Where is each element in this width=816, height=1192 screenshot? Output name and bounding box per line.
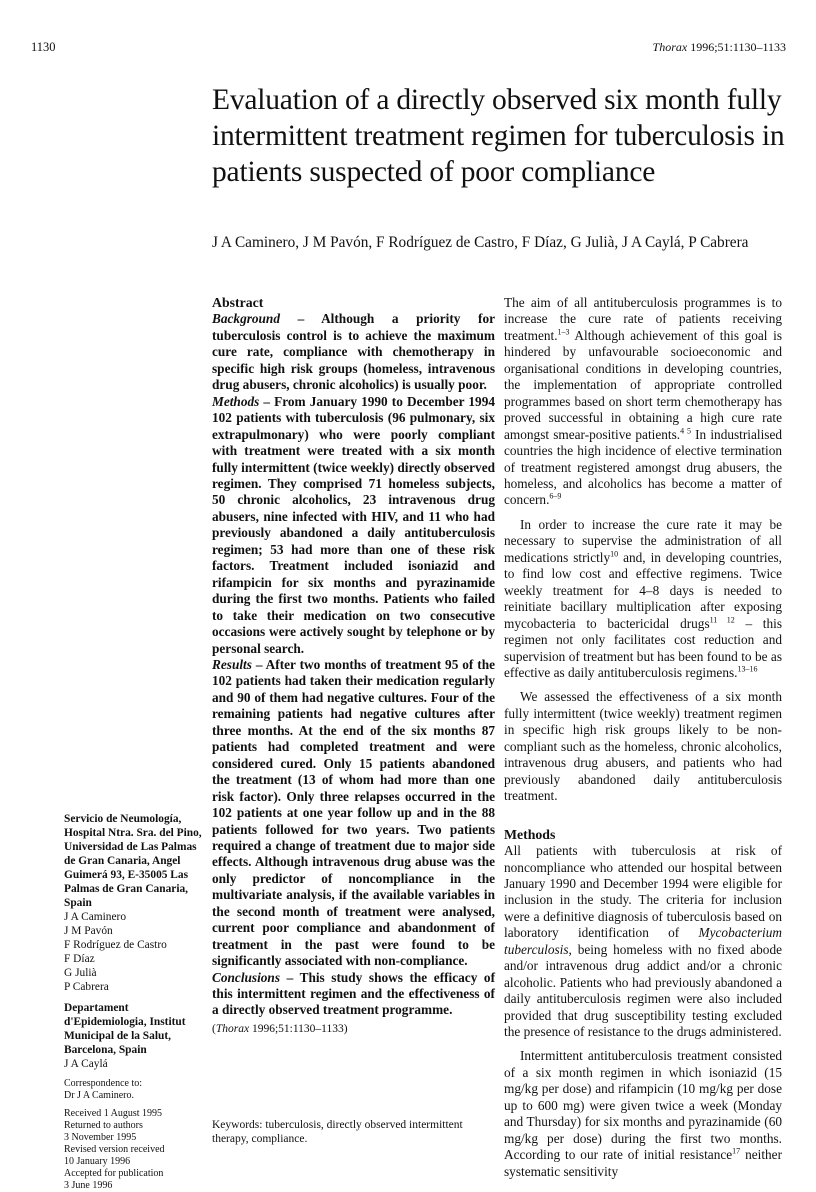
affiliation-2: Departament d'Epidemiologia, Institut Municipal de la Salut, Barcelona, Spain — [64, 1002, 186, 1056]
reference-superscript: 10 — [610, 549, 619, 559]
text-run: and, in developing countries, to find low cost and effective regimens. Twice weekly treatment for 4–8 days is needed to reinitiate bacillary multiplication after exposing mycobacteria to bactericidal drugs — [504, 549, 782, 631]
submission-dates — [64, 1108, 206, 1192]
reference-superscript: 17 — [732, 1146, 741, 1156]
page-number: 1130 — [31, 40, 56, 54]
reference-superscript: 13–16 — [737, 664, 758, 674]
methods-text: – From January 1990 to December 1994 102 patients with tuberculosis (96 pulmonary, six extrapulmonary) who were poorly compliant with treatment were treated with a six month fully intermittent (twice weekly) directly observed regimen. They comprised 71 homeless subjects, 50 chronic alcoholics, 23 intravenous drug abusers, nine infected with HIV, and 11 who had previously abandoned a daily antituberculosis regimen; 53 had more than one of these risk factors. Treatment included isoniazid and rifampicin for six months and pyrazinamide during the first two months. Patients who failed to take their medication on two consecutive occasions were actively sought by telephone or by personal search. — [212, 393, 495, 656]
affiliation-1-author: J A Caminero — [64, 911, 127, 923]
reference-superscript: 11 12 — [709, 615, 735, 625]
text-run: , being homeless with no fixed abode and/or intravenous drug addict and/or a chronic alcoholic. Patients who had previously abandoned a daily antituberculosis regimen were also included provided that drug susceptibility testing excluded the presence of resistance to the drugs administered. — [504, 941, 782, 1040]
affiliation-1-author: J M Pavón — [64, 925, 113, 937]
intro-paragraph-2 — [504, 517, 782, 682]
journal-volume-pages: 1996;51:1130–1133 — [690, 40, 786, 54]
affiliation-1-author: F Rodríguez de Castro — [64, 939, 167, 951]
date-line: Received 1 August 1995 — [64, 1108, 163, 1119]
results-label: Results — [212, 656, 252, 672]
reference-superscript: 4 5 — [680, 426, 691, 436]
date-line: Revised version received — [64, 1144, 165, 1155]
methods-paragraph-1 — [504, 843, 782, 1040]
correspondence-line: Correspondence to: — [64, 1078, 143, 1089]
text-run: The aim of all antituberculosis programmes is to increase the cure rate of patients receiving treatment. — [504, 295, 782, 343]
abstract-conclusions — [212, 970, 495, 1019]
date-line: Returned to authors — [64, 1120, 143, 1131]
conclusions-label: Conclusions — [212, 969, 280, 985]
article-title: Evaluation of a directly observed six month fully intermittent treatment regimen for tuberculosis in patients suspected of poor compliance — [212, 84, 785, 188]
intro-paragraph-3: We assessed the effectiveness of a six month fully intermittent (twice weekly) treatment regimen in specific high risk groups likely to be non-compliant such as the homeless, chronic alcoholics, intravenous drug abusers, and patients who had previously abandoned daily antituberculosis treatment. — [504, 689, 782, 804]
date-line: 3 November 1995 — [64, 1132, 137, 1143]
abstract-methods — [212, 394, 495, 657]
background-text: – Although a priority for tuberculosis control is to achieve the maximum cure rate, compliance with chemotherapy in specific high risk groups (homeless, intravenous drug abusers, chronic alcoholics) is usually poor. — [212, 311, 495, 393]
correspondence-line: Dr J A Caminero. — [64, 1090, 134, 1101]
methods-paragraph-2 — [504, 1048, 782, 1180]
text-run: All patients with tuberculosis at risk of noncompliance who attended our hospital between January 1990 and December 1994 were eligible for inclusion in the study. The criteria for inclusion were a definitive diagnosis of tuberculosis based on laboratory identification of — [504, 843, 782, 941]
text-run: – this regimen not only facilitates cost reduction and supervision of treatment but has been found to be as effective as daily antituberculosis regimens. — [504, 615, 783, 680]
reference-superscript: 1–3 — [557, 327, 570, 337]
keywords: Keywords: tuberculosis, directly observed intermittent therapy, compliance. — [212, 1119, 463, 1145]
date-line: Accepted for publication — [64, 1168, 164, 1179]
text-run: neither systematic sensitivity — [504, 1147, 782, 1179]
abstract-citation: (Thorax 1996;51:1130–1133) — [212, 1022, 348, 1035]
author-list: J A Caminero, J M Pavón, F Rodríguez de Castro, F Díaz, G Julià, J A Caylá, P Cabrera — [212, 234, 749, 251]
conclusions-text: – This study shows the efficacy of this intermittent regimen and the effectiveness of a directly observed treatment programme. — [212, 969, 495, 1018]
affiliation-1-author: G Julià — [64, 967, 97, 979]
results-text: – After two months of treatment 95 of the 102 patients had taken their medication regularly and 90 of them had negative cultures. Four of the remaining patients had negative cultures after three months. At the end of the six months 87 patients had completed treatment and were considered cured. Only 15 patients abandoned the treatment (13 of whom had more than one risk factor). Only three relapses occurred in the 102 patients at one year follow up and in the 88 patients followed for two years. Two patients required a change of treatment due to major side effects. Although intravenous drug abuse was the only predictor of noncompliance in the multivariate analysis, if the available variables in the second month of treatment were analysed, current poor compliance and abandonment of treatment in the past were found to be significantly associated with non-compliance. — [212, 656, 495, 969]
methods-label: Methods — [212, 393, 260, 409]
abstract-background — [212, 311, 495, 393]
journal-citation — [653, 40, 786, 55]
abstract-citation-rest: 1996;51:1130–1133) — [249, 1022, 348, 1035]
text-run: Intermittent antituberculosis treatment consisted of a six month regimen in which isoniazid (15 mg/kg per dose) and rifampicin (10 mg/kg per dose up to 600 mg) were given twice a week (Monday and Thursday) for six months and pyrazinamide (60 mg/kg per dose) during the first two months. According to our rate of initial resistance — [504, 1048, 782, 1163]
affiliation-1: Servicio de Neumología, Hospital Ntra. Sra. del Pino, Universidad de Las Palmas de Gran Canaria, Angel Guimerá 93, E-35005 Las Palmas de Gran Canaria, Spain — [64, 813, 202, 909]
intro-paragraph-1 — [504, 295, 782, 509]
date-line: 10 January 1996 — [64, 1156, 131, 1167]
body-text-column — [504, 295, 782, 1180]
date-line: 3 June 1996 — [64, 1180, 113, 1191]
background-label: Background — [212, 311, 280, 327]
abstract-results — [212, 657, 495, 970]
species-name: Mycobacterium tuberculosis — [504, 925, 782, 957]
journal-name: Thorax — [652, 40, 688, 54]
correspondence — [64, 1078, 206, 1102]
text-run: Although achievement of this goal is hindered by unfavourable socioeconomic and organisational conditions in developing countries, the implementation of appropriate controlled programmes based on short term chemotherapy has proved successful in obtaining a high cure rate amongst smear-positive patients. — [504, 327, 782, 442]
affiliation-sidebar — [64, 812, 206, 1192]
methods-heading: Methods — [504, 826, 556, 842]
abstract — [212, 295, 495, 1037]
abstract-heading: Abstract — [212, 295, 264, 310]
abstract-citation-journal: Thorax — [215, 1022, 250, 1035]
affiliation-2-author: J A Caylá — [64, 1058, 108, 1070]
text-run: In industrialised countries the high incidence of elective termination of treatment registered amongst drug abusers, the homeless, and alcoholics has become a matter of concern. — [504, 426, 782, 508]
affiliation-1-author: F Díaz — [64, 953, 95, 965]
reference-superscript: 6–9 — [549, 492, 562, 502]
text-run: In order to increase the cure rate it may be necessary to supervise the administration of all medications strictly — [504, 516, 782, 565]
affiliation-1-author: P Cabrera — [64, 981, 109, 993]
